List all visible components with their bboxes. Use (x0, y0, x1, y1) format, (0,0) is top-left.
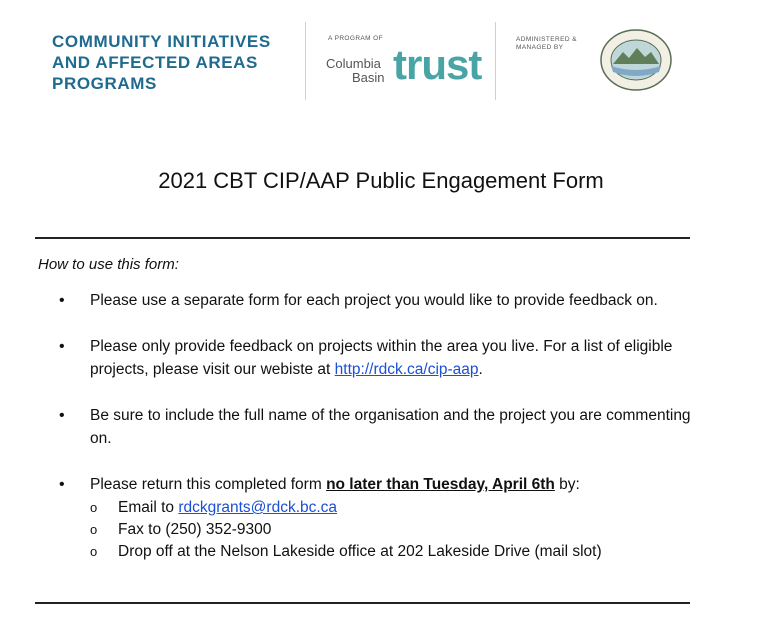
cbt-basin-text: Basin (352, 70, 385, 85)
instruction-return-text: Please return this completed form (90, 476, 327, 493)
program-title (52, 31, 302, 94)
email-label: Email to (118, 499, 179, 516)
bottom-divider (35, 602, 690, 604)
program-title-line-2: AND AFFECTED AREAS (52, 53, 258, 72)
return-deadline: no later than Tuesday, April 6th (326, 476, 555, 493)
instruction-area (58, 335, 698, 381)
administered-label-1: ADMINISTERED & (516, 36, 577, 43)
header-divider-2 (495, 22, 496, 100)
administered-label-2: MANAGED BY (516, 44, 564, 51)
program-of-label: A PROGRAM OF (328, 35, 384, 42)
instruction-full-name-text: Be sure to include the full name of the organisation and the project you are commenting on. (90, 407, 691, 447)
fax-text: Fax to (250) 352-9300 (118, 521, 272, 538)
rdck-seal-logo (599, 28, 673, 92)
program-title-line-3: PROGRAMS (52, 74, 157, 93)
top-divider (35, 237, 690, 239)
instruction-full-name (58, 404, 698, 450)
return-methods-list (90, 497, 698, 563)
instruction-return (58, 473, 698, 563)
instruction-area-text: Please only provide feedback on projects within the area you live. For a list of eligible projects, please visit our webiste at (90, 338, 673, 378)
how-to-heading: How to use this form: (38, 256, 179, 273)
cbt-columbia-text: Columbia (326, 56, 381, 71)
instruction-separate-form (58, 289, 698, 312)
instruction-area-end: . (478, 361, 483, 378)
program-title-line-1: COMMUNITY INITIATIVES (52, 32, 271, 51)
return-method-fax (90, 519, 698, 541)
return-method-email (90, 497, 698, 519)
instruction-separate-form-text: Please use a separate form for each project you would like to provide feedback on. (90, 292, 658, 309)
instructions-list (58, 289, 698, 563)
header-divider-1 (305, 22, 306, 100)
return-method-dropoff (90, 541, 698, 563)
eligible-projects-link[interactable]: http://rdck.ca/cip-aap (334, 361, 479, 378)
form-title: 2021 CBT CIP/AAP Public Engagement Form (158, 168, 604, 193)
cbt-trust-logo: trust (393, 41, 482, 88)
dropoff-text: Drop off at the Nelson Lakeside office at 202 Lakeside Drive (mail slot) (118, 543, 602, 560)
email-link[interactable]: rdckgrants@rdck.bc.ca (178, 499, 338, 516)
instruction-return-end: by: (554, 476, 580, 493)
